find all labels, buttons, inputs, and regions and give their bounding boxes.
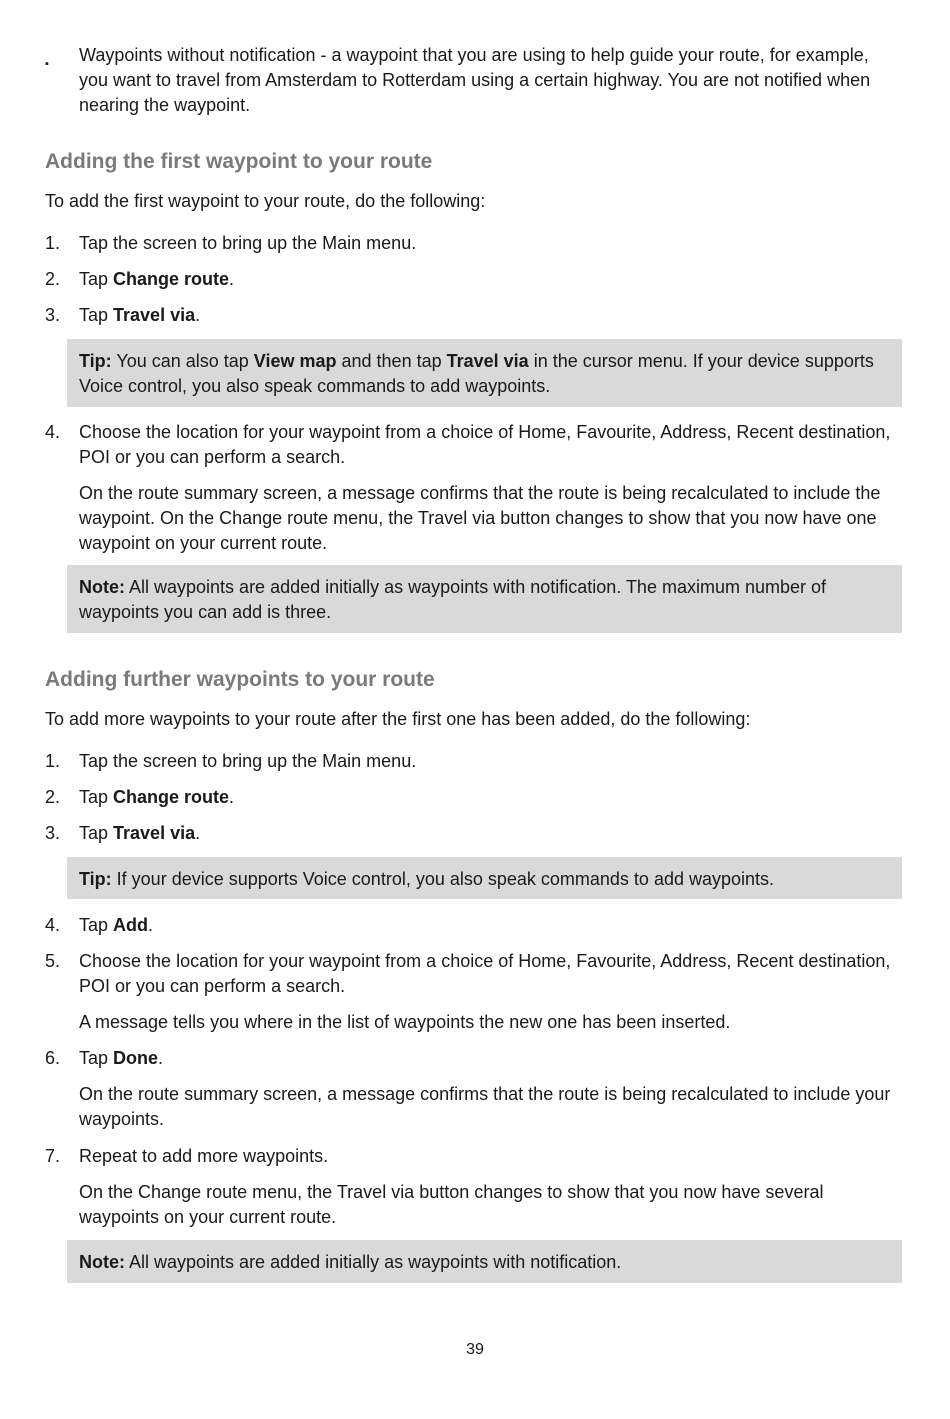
step-number: 7. (45, 1146, 61, 1166)
step-followup-text: On the route summary screen, a message confirms that the route is being recalculated to include your waypoints. (79, 1084, 891, 1129)
step-text: Tap Travel via. (79, 823, 201, 843)
step-number: 1. (45, 751, 61, 771)
tip-label: Tip: (79, 351, 112, 371)
step-number: 4. (45, 422, 61, 442)
page-number: 39 (466, 1341, 484, 1358)
step-number: 6. (45, 1048, 61, 1068)
tip-box: Tip: You can also tap View map and then tap Travel via in the cursor menu. If your device supports Voice control, you also speak commands to add waypoints. (67, 339, 902, 407)
bullet-text: Waypoints without notification - a waypoint that you are using to help guide your route, for example, you want to travel from Amsterdam to Rotterdam using a certain highway. You are not notified when nearing the waypoint. (79, 45, 871, 115)
tip-label: Tip: (79, 869, 112, 889)
section-intro: To add more waypoints to your route after the first one has been added, do the following: (45, 709, 751, 729)
step-number: 1. (45, 233, 61, 253)
step-followup-text: A message tells you where in the list of waypoints the new one has been inserted. (79, 1012, 731, 1032)
step-number: 5. (45, 951, 61, 971)
note-label: Note: (79, 1252, 125, 1272)
section-heading-further-waypoints: Adding further waypoints to your route (45, 668, 435, 691)
step-number: 2. (45, 269, 61, 289)
section-heading-first-waypoint: Adding the first waypoint to your route (45, 150, 433, 173)
step-text: Tap the screen to bring up the Main menu. (79, 751, 417, 771)
step-text: Tap Change route. (79, 269, 235, 289)
note-box: Note: All waypoints are added initially as waypoints with notification. The maximum number of waypoints you can add is three. (67, 565, 902, 633)
step-text: Tap Add. (79, 915, 154, 935)
step-followup-text: On the route summary screen, a message confirms that the route is being recalculated to include the waypoint. On the Change route menu, the Travel via button changes to show that you now have one waypoint on your current route. (79, 483, 881, 553)
section-intro: To add the first waypoint to your route, do the following: (45, 191, 486, 211)
step-followup-text: On the Change route menu, the Travel via button changes to show that you now have several waypoints on your current route. (79, 1182, 824, 1227)
step-text: Tap the screen to bring up the Main menu. (79, 233, 417, 253)
step-number: 4. (45, 915, 61, 935)
step-text: Tap Done. (79, 1048, 164, 1068)
step-number: 3. (45, 305, 61, 325)
step-text: Tap Change route. (79, 787, 235, 807)
bullet-square-icon: ▪ (45, 58, 49, 70)
note-label: Note: (79, 577, 125, 597)
tip-box: Tip: If your device supports Voice control, you also speak commands to add waypoints. (67, 857, 902, 899)
note-box: Note: All waypoints are added initially as waypoints with notification. (67, 1240, 902, 1283)
step-text: Choose the location for your waypoint from a choice of Home, Favourite, Address, Recent destination, POI or you can perform a search. (79, 951, 891, 996)
step-text: Tap Travel via. (79, 305, 201, 325)
step-number: 3. (45, 823, 61, 843)
step-text: Repeat to add more waypoints. (79, 1146, 329, 1166)
step-text: Choose the location for your waypoint from a choice of Home, Favourite, Address, Recent destination, POI or you can perform a search. (79, 422, 891, 467)
step-number: 2. (45, 787, 61, 807)
